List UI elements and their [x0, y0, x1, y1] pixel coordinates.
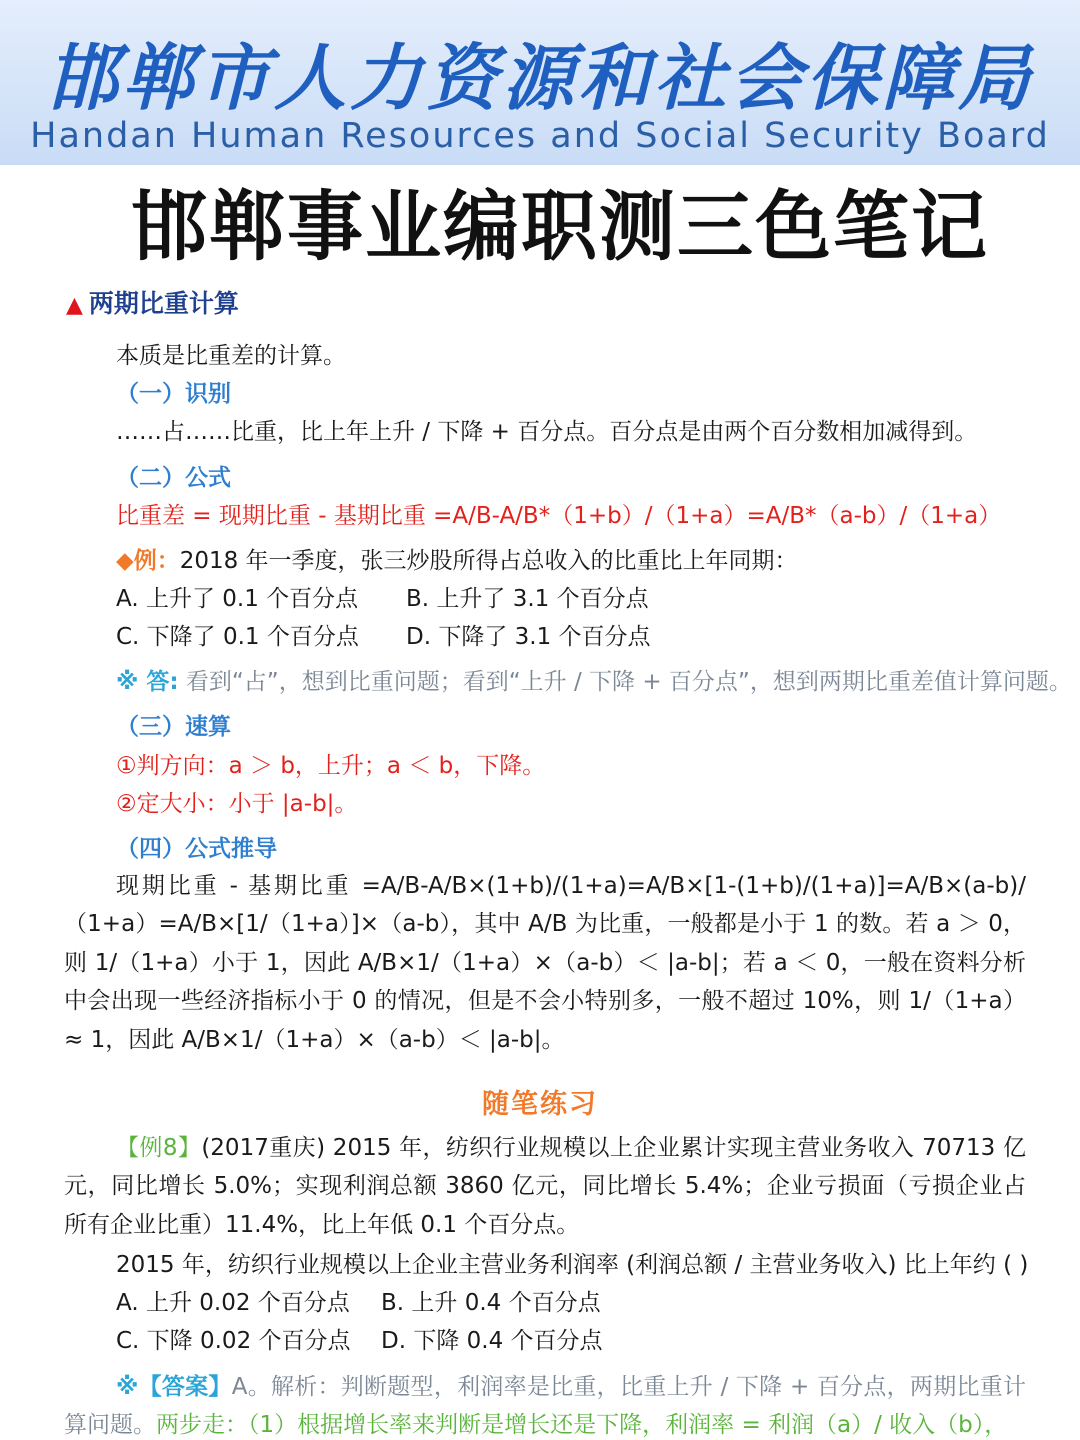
example-options-row-1 [116, 583, 649, 615]
practice-answer [64, 1368, 1026, 1440]
practice-option-d: D. 下降 0.4 个百分点 [381, 1328, 603, 1354]
answer-line [116, 666, 1072, 698]
practice-answer-text: A。解析：判断题型，利润率是比重，比重上升 / 下降 + 百分点，两期比重计算问题。 [64, 1374, 1026, 1439]
example-tag: 【例8】 [116, 1135, 202, 1161]
option-b: B. 上升了 3.1 个百分点 [406, 586, 649, 612]
answer-label: ※ 答: [116, 669, 179, 695]
practice-answer-label: ※【答案】 [116, 1374, 232, 1400]
option-c: C. 下降了 0.1 个百分点 [116, 624, 359, 650]
heading-quick-calc: （三）速算 [116, 714, 231, 740]
header-banner [0, 0, 1080, 165]
derivation-paragraph: 现期比重 - 基期比重 =A/B-A/B×(1+b)/(1+a)=A/B×[1-(1+b)/(1+a)]=A/B×(a-b)/（1+a）=A/B×[1/（1+a）]×（a-b），其中 A/B 为比重，一般都是小于 1 的数。若 a ＞ 0，则 1/（1+a）小于 1，因此 A/B×1/（1+a）×（a-b）＜ |a-b|；若 a ＜ 0，一般在资料分析中会出现一些经济指标小于 0 的情况，但是不会小特别多，一般不超过 10%，则 1/（1+a）≈ 1，因此 A/B×1/（1+a）×（a-b）＜ |a-b|。 [64, 873, 1026, 1053]
heading-identify: （一）识别 [116, 381, 231, 407]
quick-calc-size: ②定大小：小于 |a-b|。 [116, 791, 358, 817]
practice-option-b: B. 上升 0.4 个百分点 [381, 1290, 601, 1316]
option-d: D. 下降了 3.1 个百分点 [406, 624, 651, 650]
example-label: ◆例： [116, 548, 180, 574]
section-title-text: 两期比重计算 [88, 289, 239, 318]
answer-text: 看到“占”，想到比重问题；看到“上升 / 下降 + 百分点”，想到两期比重差值计算问题。 [185, 669, 1072, 695]
quick-calc-direction: ①判方向：a ＞ b，上升；a ＜ b，下降。 [116, 753, 546, 779]
example-options-row-2 [116, 621, 651, 653]
practice-question-2: 2015 年，纺织行业规模以上企业主营业务利润率 (利润总额 / 主营业务收入) 比上年约 ( ) [116, 1252, 1029, 1278]
heading-derivation: （四）公式推导 [116, 836, 277, 862]
org-chinese-name: 邯郸市人力资源和社会保障局 [45, 35, 1034, 120]
practice-question-text: (2017重庆) 2015 年，纺织行业规模以上企业累计实现主营业务收入 70713 亿元，同比增长 5.0%；实现利润总额 3860 亿元，同比增长 5.4%；企业亏损面（亏损企业占所有企业比重）11.4%，比上年低 0.1 个百分点。 [64, 1135, 1026, 1238]
intro-text: 本质是比重差的计算。 [116, 343, 346, 369]
example-line [116, 545, 798, 577]
page-title: 邯郸事业编职测三色笔记 [131, 182, 989, 271]
practice-options-row-1 [116, 1287, 601, 1319]
formula-text: 比重差 = 现期比重 - 基期比重 =A/B-A/B*（1+b）/（1+a）=A/B*（a-b）/（1+a） [116, 503, 1002, 529]
heading-formula: （二）公式 [116, 465, 231, 491]
section-title [66, 288, 239, 322]
practice-question [64, 1129, 1026, 1244]
org-english-name: Handan Human Resources and Social Security Board [30, 116, 1050, 156]
option-a: A. 上升了 0.1 个百分点 [116, 586, 359, 612]
practice-option-a: A. 上升 0.02 个百分点 [116, 1290, 350, 1316]
practice-title: 随笔练习 [482, 1089, 598, 1120]
identify-text: ……占……比重，比上年上升 / 下降 + 百分点。百分点是由两个百分数相加减得到。 [116, 419, 978, 445]
triangle-icon: ▲ [66, 293, 83, 318]
practice-options-row-2 [116, 1325, 603, 1357]
practice-option-c: C. 下降 0.02 个百分点 [116, 1328, 351, 1354]
practice-answer-steps: 两步走：（1）根据增长率来判断是增长还是下降，利润率 = 利润（a）/ 收入（b）， [156, 1412, 1008, 1439]
example-text: 2018 年一季度，张三炒股所得占总收入的比重比上年同期： [179, 548, 798, 574]
